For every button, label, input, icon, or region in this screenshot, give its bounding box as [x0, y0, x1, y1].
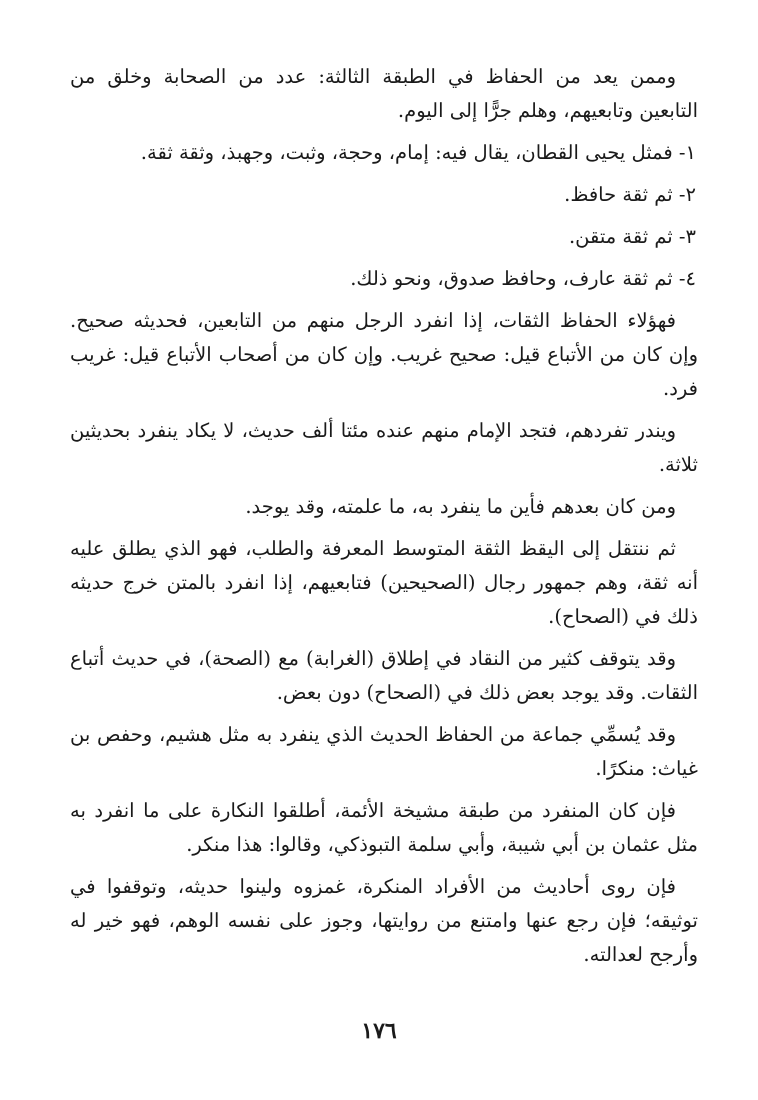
paragraph-1: وممن يعد من الحفاظ في الطبقة الثالثة: عدد من الصحابة وخلق من التابعين وتابعيهم، وهلم جرًّا إلى اليوم. [70, 65, 698, 122]
paragraph-7: ويندر تفردهم، فتجد الإمام منهم عنده مئتا ألف حديث، لا يكاد ينفرد بحديثين ثلاثة. [70, 419, 698, 476]
paragraph-12: فإن كان المنفرد من طبقة مشيخة الأئمة، أطلقوا النكارة على ما انفرد به مثل عثمان بن أبي شيبة، وأبي سلمة التبوذكي، وقالوا: هذا منكر. [70, 799, 698, 856]
paragraph-4: ٣- ثم ثقة متقن. [568, 225, 696, 248]
paragraph-10: وقد يتوقف كثير من النقاد في إطلاق (الغرابة) مع (الصحة)، في حديث أتباع الثقات. وقد يوجد بعض ذلك في (الصحاح) دون بعض. [70, 647, 698, 704]
page-number: ١٧٦ [361, 1018, 397, 1044]
paragraph-6: فهؤلاء الحفاظ الثقات، إذا انفرد الرجل منهم من التابعين، فحديثه صحيح. وإن كان من الأتباع قيل: صحيح غريب. وإن كان من أصحاب الأتباع قيل: غريب فرد. [70, 309, 698, 400]
paragraph-2: ١- فمثل يحيى القطان، يقال فيه: إمام، وحجة، وثبت، وجهبذ، وثقة ثقة. [140, 141, 696, 164]
paragraph-3: ٢- ثم ثقة حافظ. [564, 183, 696, 206]
body-text [70, 60, 698, 980]
paragraph-13: فإن روى أحاديث من الأفراد المنكرة، غمزوه ولينوا حديثه، وتوقفوا في توثيقه؛ فإن رجع عنها وامتنع من روايتها، وجوز على نفسه الوهم، فهو خير له وأرجح لعدالته. [70, 875, 698, 966]
paragraph-11: وقد يُسمِّي جماعة من الحفاظ الحديث الذي ينفرد به مثل هشيم، وحفص بن غياث: منكرًا. [70, 723, 698, 780]
paragraph-9: ثم ننتقل إلى اليقظ الثقة المتوسط المعرفة والطلب، فهو الذي يطلق عليه أنه ثقة، وهم جمهور رجال (الصحيحين) فتابعيهم، إذا انفرد بالمتن خرج حديثه ذلك في (الصحاح). [70, 537, 698, 628]
paragraph-8: ومن كان بعدهم فأين ما ينفرد به، ما علمته، وقد يوجد. [245, 495, 676, 518]
paragraph-5: ٤- ثم ثقة عارف، وحافظ صدوق، ونحو ذلك. [350, 267, 696, 290]
